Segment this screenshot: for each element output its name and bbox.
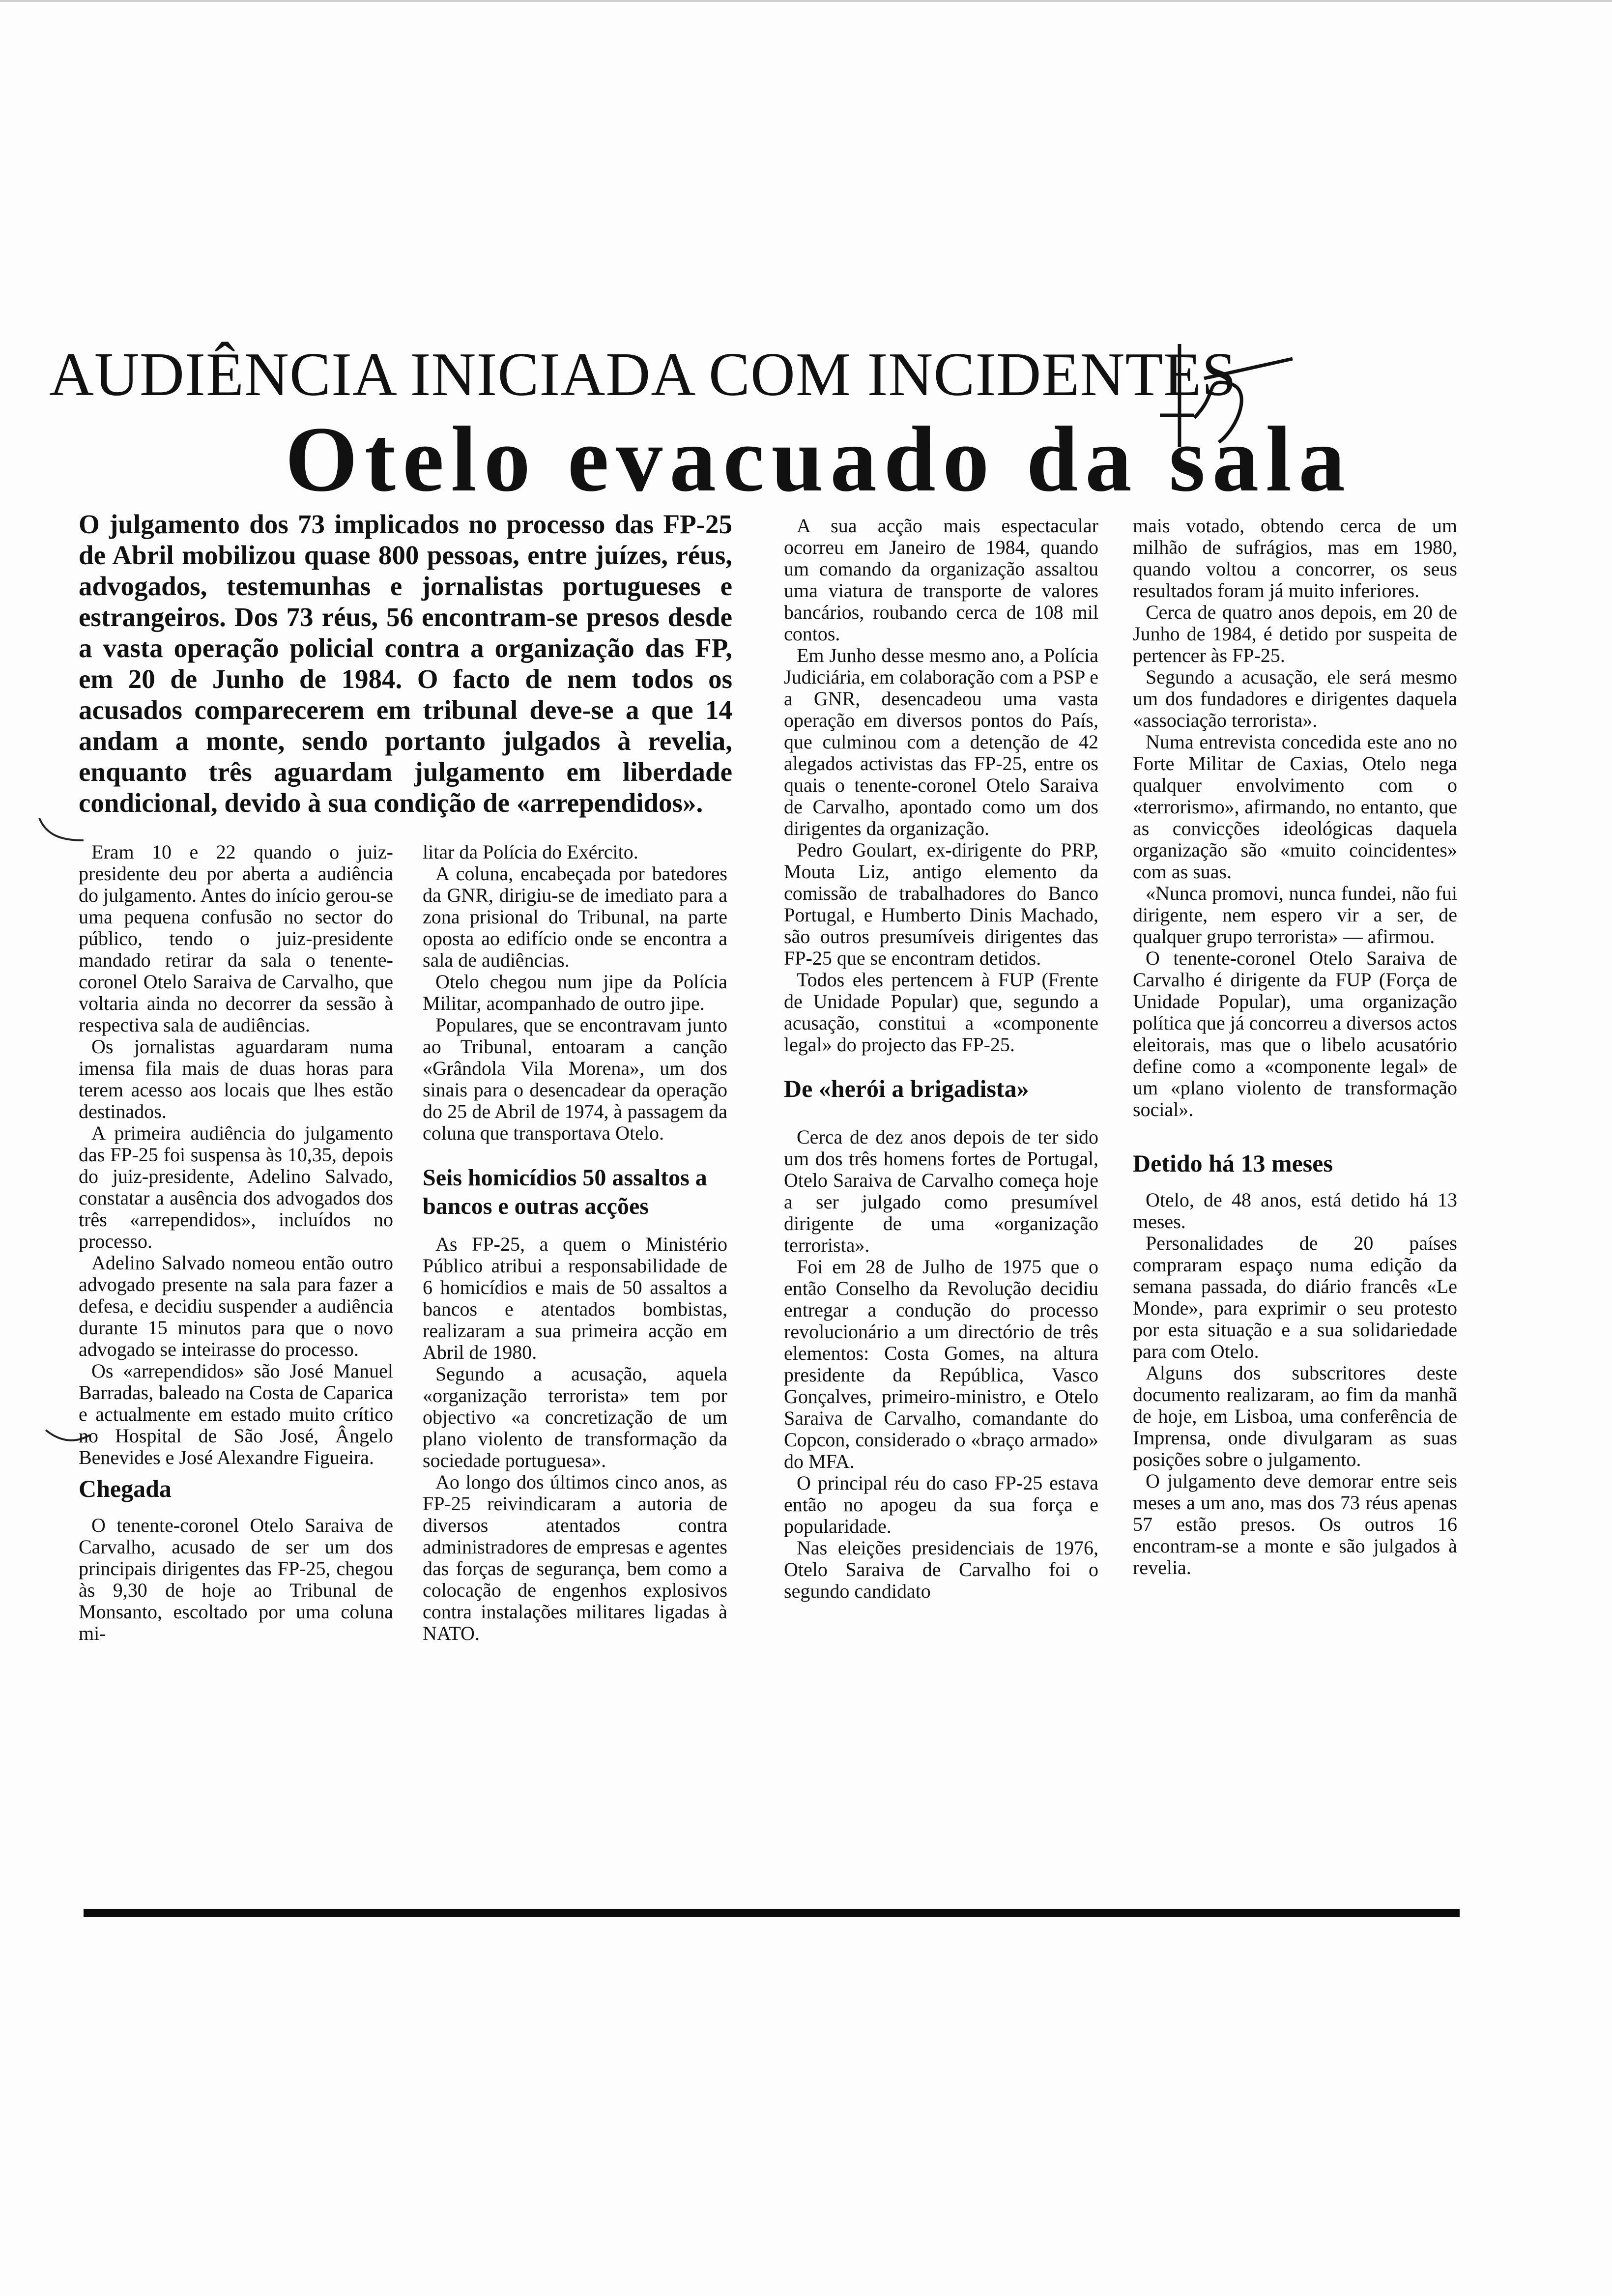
body-paragraph: Personalidades de 20 países compraram espaço numa edição da semana passada, do diário francês «Le Monde», para exprimir o seu protesto por esta situação e a sua solidariedade para com Otelo.: [1133, 1232, 1457, 1362]
subheading-detido: Detido há 13 meses: [1133, 1149, 1333, 1177]
body-paragraph: Adelino Salvado nomeou então outro advogado presente na sala para fazer a defesa, e decidiu suspender a audiência durante 15 minutos para que o novo advogado se inteirasse do processo.: [79, 1252, 393, 1360]
scan-top-edge: [0, 0, 1612, 2]
body-paragraph: Eram 10 e 22 quando o juiz-presidente deu por aberta a audiência do julgamento. Antes do início gerou-se uma pequena confusão no sector do público, tendo o juiz-presidente mandado retirar da sala o tenente-coronel Otelo Saraiva de Carvalho, que voltaria ainda no decorrer da sessão à respectiva sala de audiências.: [79, 841, 393, 1036]
body-paragraph: «Nunca promovi, nunca fundei, não fui dirigente, nem espero vir a ser, de qualquer grupo terrorista» — afirmou.: [1133, 882, 1457, 947]
subheading-homicidios: Seis homicídios 50 assaltos a bancos e outras acções: [423, 1165, 707, 1219]
article-column-3: [784, 515, 1098, 1602]
body-paragraph: Alguns dos subscritores deste documento realizaram, ao fim da manhã de hoje, em Lisboa, uma conferência de Imprensa, onde divulgaram as suas posições sobre o julgamento.: [1133, 1362, 1457, 1470]
body-paragraph: O tenente-coronel Otelo Saraiva de Carvalho, acusado de ser um dos principais dirigentes das FP-25, chegou às 9,30 de hoje ao Tribunal de Monsanto, escoltado por uma coluna mi-: [79, 1514, 393, 1644]
bottom-rule: [84, 1909, 1460, 1917]
body-paragraph: Populares, que se encontravam junto ao Tribunal, entoaram a canção «Grândola Vila Morena», um dos sinais para o desencadear da operação do 25 de Abril de 1974, à passagem da coluna que transportava Otelo.: [423, 1014, 727, 1144]
body-paragraph: Otelo chegou num jipe da Polícia Militar, acompanhado de outro jipe.: [423, 971, 727, 1014]
body-paragraph: Segundo a acusação, ele será mesmo um dos fundadores e dirigentes daquela «associação terrorista».: [1133, 666, 1457, 731]
body-paragraph: A primeira audiência do julgamento das FP-25 foi suspensa às 10,35, depois do juiz-presidente, Adelino Salvado, constatar a ausência dos advogados dos três «arrependidos», incluídos no processo.: [79, 1122, 393, 1252]
article-lead: [79, 509, 732, 818]
subheading-chegada: Chegada: [79, 1475, 172, 1502]
body-paragraph: Otelo, de 48 anos, está detido há 13 meses.: [1133, 1189, 1457, 1233]
body-paragraph: Pedro Goulart, ex-dirigente do PRP, Mouta Liz, antigo elemento da comissão de trabalhadores do Banco Portugal, e Humberto Dinis Machado, são outros presumíveis dirigentes das FP-25 que se encontram detidos.: [784, 839, 1098, 969]
body-paragraph: Cerca de quatro anos depois, em 20 de Junho de 1984, é detido por suspeita de pertencer às FP-25.: [1133, 601, 1457, 666]
body-paragraph: Cerca de dez anos depois de ter sido um dos três homens fortes de Portugal, Otelo Saraiva de Carvalho começa hoje a ser julgado como presumível dirigente de uma «organização terrorista».: [784, 1126, 1098, 1256]
body-paragraph: Numa entrevista concedida este ano no Forte Militar de Caxias, Otelo nega qualquer envolvimento com o «terrorismo», afirmando, no entanto, que as convicções ideológicas daquela organização são «muito coincidentes» com as suas.: [1133, 731, 1457, 883]
body-paragraph: O tenente-coronel Otelo Saraiva de Carvalho é dirigente da FUP (Força de Unidade Popular), uma organização política que já concorreu a diversos actos eleitorais, mas que o libelo acusatório define como a «componente legal» de um «plano violento de transformação social».: [1133, 947, 1457, 1120]
body-paragraph: Os «arrependidos» são José Manuel Barradas, baleado na Costa de Caparica e actualmente em estado muito crítico no Hospital de São José, Ângelo Benevides e José Alexandre Figueira.: [79, 1360, 393, 1468]
body-paragraph: litar da Polícia do Exército.: [423, 841, 638, 863]
body-paragraph: Ao longo dos últimos cinco anos, as FP-25 reivindicaram a autoria de diversos atentados contra administradores de empresas e agentes das forças de segurança, bem como a colocação de engenhos explosivos contra instalações militares ligadas à NATO.: [423, 1471, 727, 1644]
body-paragraph: A coluna, encabeçada por batedores da GNR, dirigiu-se de imediato para a zona prisional do Tribunal, na parte oposta ao edifício onde se encontra a sala de audiências.: [423, 862, 727, 971]
body-paragraph: mais votado, obtendo cerca de um milhão de sufrágios, mas em 1980, quando voltou a concorrer, os seus resultados foram já muito inferiores.: [1133, 515, 1457, 602]
margin-pen-mark: [37, 816, 86, 845]
body-paragraph: O principal réu do caso FP-25 estava então no apogeu da sua força e popularidade.: [784, 1472, 1098, 1537]
body-paragraph: Foi em 28 de Julho de 1975 que o então Conselho da Revolução decidiu entregar a condução do processo revolucionário a um directório de três elementos: Costa Gomes, na altura presidente da República, Vasco Gonçalves, primeiro-ministro, e Otelo Saraiva de Carvalho, comandante do Copcon, considerado o «braço armado» do MFA.: [784, 1256, 1098, 1472]
body-paragraph: As FP-25, a quem o Ministério Público atribui a responsabilidade de 6 homicídios e mais de 50 assaltos a bancos e atentados bombistas, realizaram a sua primeira acção em Abril de 1980.: [423, 1233, 727, 1363]
article-column-2: [423, 841, 727, 1644]
lead-paragraph: O julgamento dos 73 implicados no processo das FP-25 de Abril mobilizou quase 800 pessoas, entre juízes, réus, advogados, testemunhas e jornalistas portugueses e estrangeiros. Dos 73 réus, 56 encontram-se presos desde a vasta operação policial contra a organização das FP, em 20 de Junho de 1984. O facto de nem todos os acusados comparecerem em tribunal deve-se a que 14 andam a monte, sendo portanto julgados à revelia, enquanto três aguardam julgamento em liberdade condicional, devido à sua condição de «arrependidos».: [79, 509, 732, 818]
article-kicker: AUDIÊNCIA INICIADA COM INCIDENTES: [49, 341, 1237, 409]
body-paragraph: Em Junho desse mesmo ano, a Polícia Judiciária, em colaboração com a PSP e a GNR, desencadeou uma vasta operação em diversos pontos do País, que culminou com a detenção de 42 alegados activistas das FP-25, entre os quais o tenente-coronel Otelo Saraiva de Carvalho, apontado como um dos dirigentes da organização.: [784, 644, 1098, 839]
body-paragraph: Todos eles pertencem à FUP (Frente de Unidade Popular) que, segundo a acusação, constitui a «componente legal» do projecto das FP-25.: [784, 969, 1098, 1056]
article-column-1: [79, 841, 393, 1644]
subheading-heroi-brigadista: De «herói a brigadista»: [784, 1075, 1029, 1102]
article-headline: Otelo evacuado da sala: [285, 408, 1353, 511]
article-column-4: [1133, 515, 1457, 1578]
body-paragraph: A sua acção mais espectacular ocorreu em Janeiro de 1984, quando um comando da organização assaltou uma viatura de transporte de valores bancários, roubando cerca de 108 mil contos.: [784, 515, 1098, 645]
body-paragraph: Nas eleições presidenciais de 1976, Otelo Saraiva de Carvalho foi o segundo candidato: [784, 1537, 1098, 1602]
body-paragraph: Segundo a acusação, aquela «organização terrorista» tem por objectivo «a concretização de um plano violento de transformação da sociedade portuguesa».: [423, 1363, 727, 1471]
body-paragraph: O julgamento deve demorar entre seis meses a um ano, mas dos 73 réus apenas 57 estão presos. Os outros 16 encontram-se a monte e são julgados à revelia.: [1133, 1470, 1457, 1578]
body-paragraph: Os jornalistas aguardaram numa imensa fila mais de duas horas para terem acesso aos locais que lhes estão destinados.: [79, 1035, 393, 1122]
